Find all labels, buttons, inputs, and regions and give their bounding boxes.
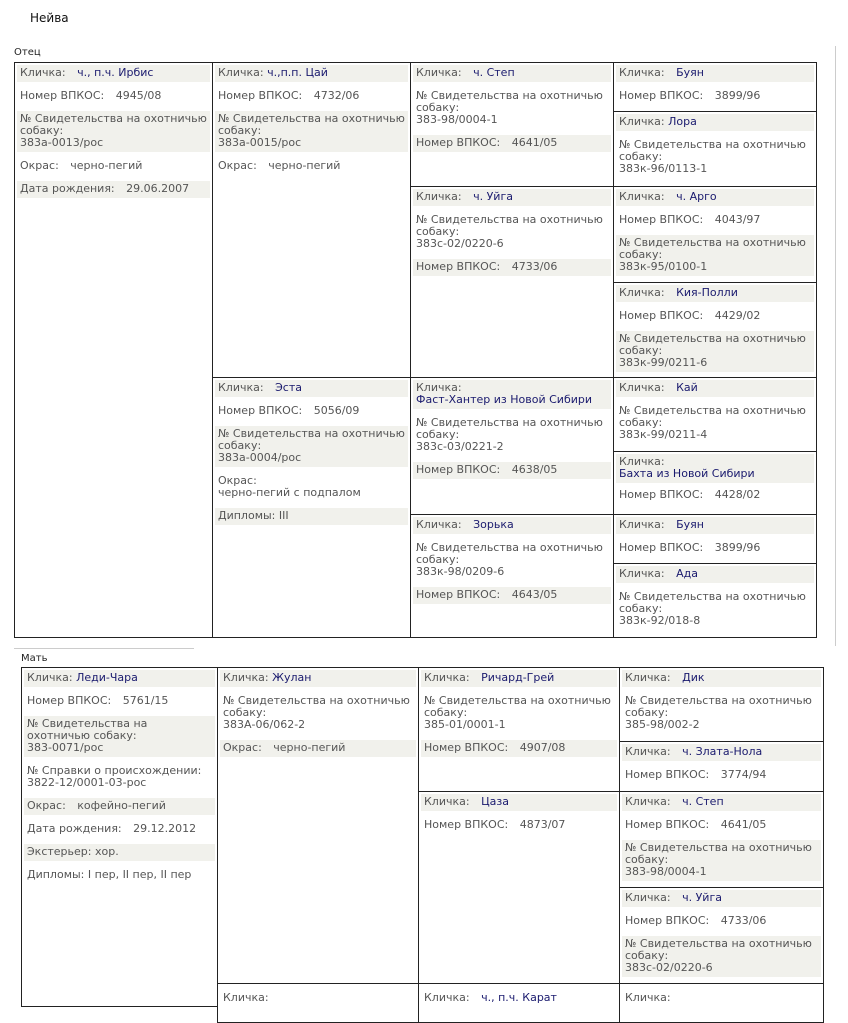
- dog-name[interactable]: Ада: [676, 567, 698, 580]
- dog-name-title: Нейва: [30, 11, 69, 25]
- dog-name[interactable]: ч.,п.п. Цай: [267, 66, 328, 79]
- pedigree-cell-f-sire: Кличка: ч.,п.п. Цай Номер ВПКОС: 4732/06 № Свидетельства на охотничью собаку: 383а-0015/рос Окрас: черно-пегий: [212, 62, 411, 378]
- father-section-label: Отец: [14, 47, 41, 58]
- pedigree-cell-f-sdd: Кличка: Кия-Полли Номер ВПКОС: 4429/02 № Свидетельства на охотничью собаку: 383к-99/0211-6: [613, 282, 817, 378]
- pedigree-cell-f-dsd: Кличка: Бахта из Новой Сибири Номер ВПКОС: 4428/02: [613, 451, 817, 515]
- dog-name[interactable]: Ричард-Грей: [481, 671, 555, 684]
- pedigree-cell-f-ds: Кличка: Фаст-Хантер из Новой Сибири № Свидетельства на охотничью собаку: 383с-03/0221-2 Номер ВПКОС: 4638/05: [410, 377, 614, 515]
- pedigree-cell-m-sd: Кличка: Цаза Номер ВПКОС: 4873/07: [418, 791, 620, 984]
- pedigree-cell-m-ds: Кличка: ч., п.ч. Карат: [418, 983, 620, 1023]
- dog-name[interactable]: ч. Злата-Нола: [682, 745, 763, 758]
- dog-name[interactable]: ч. Степ: [473, 66, 515, 79]
- dog-name[interactable]: ч. Арго: [676, 190, 717, 203]
- pedigree-cell-m-sds: Кличка: ч. Степ Номер ВПКОС: 4641/05 № Свидетельства на охотничью собаку: 383-98/0004-1: [619, 791, 824, 888]
- pedigree-cell-m-sire: Кличка: Жулан № Свидетельства на охотничью собаку: 383А-06/062-2 Окрас: черно-пегий: [217, 667, 419, 984]
- pedigree-cell-f-dss: Кличка: Кай № Свидетельства на охотничью собаку: 383к-99/0211-4: [613, 377, 817, 452]
- pedigree-cell-f-sss: Кличка: Буян Номер ВПКОС: 3899/96: [613, 62, 817, 112]
- pedigree-cell-mother: Кличка: Леди-Чара Номер ВПКОС: 5761/15 № Свидетельства на охотничью собаку: 383-0071/рос № Справки о происхождении: 3822-12/0001-03-рос Окрас: кофейно-пегий Дата рождения: 29.12.2012 Экстерьер: хор. Дипломы: I пер, II пер, II пер: [21, 667, 218, 1007]
- dog-name[interactable]: Фаст-Хантер из Новой Сибири: [416, 393, 593, 406]
- dog-name[interactable]: Зорька: [473, 518, 514, 531]
- dog-name[interactable]: Буян: [676, 66, 704, 79]
- dog-name[interactable]: ч. Уйга: [682, 891, 722, 904]
- pedigree-cell-f-dam: Кличка: Эста Номер ВПКОС: 5056/09 № Свидетельства на охотничью собаку: 383а-0004/рос Окрас: черно-пегий с подпалом Дипломы: III: [212, 377, 411, 638]
- pedigree-cell-m-dss: Кличка:: [619, 983, 824, 1023]
- dog-name[interactable]: Эста: [275, 381, 302, 394]
- pedigree-cell-m-sdd: Кличка: ч. Уйга Номер ВПКОС: 4733/06 № Свидетельства на охотничью собаку: 383с-02/0220-6: [619, 887, 824, 984]
- mother-section-label: Мать: [21, 653, 48, 664]
- pedigree-cell-m-ssd: Кличка: ч. Злата-Нола Номер ВПКОС: 3774/94: [619, 741, 824, 792]
- dog-name[interactable]: Бахта из Новой Сибири: [619, 467, 755, 480]
- section-divider: [14, 648, 194, 649]
- pedigree-cell-f-dd: Кличка: Зорька № Свидетельства на охотничью собаку: 383к-98/0209-6 Номер ВПКОС: 4643/05: [410, 514, 614, 638]
- dog-name[interactable]: Лора: [668, 115, 697, 128]
- pedigree-cell-f-sd: Кличка: ч. Уйга № Свидетельства на охотничью собаку: 383с-02/0220-6 Номер ВПКОС: 4733/06: [410, 186, 614, 378]
- pedigree-cell-m-ss: Кличка: Ричард-Грей № Свидетельства на охотничью собаку: 385-01/0001-1 Номер ВПКОС: 4907/08: [418, 667, 620, 792]
- dog-name[interactable]: Жулан: [272, 671, 312, 684]
- pedigree-cell-f-sds: Кличка: ч. Арго Номер ВПКОС: 4043/97 № Свидетельства на охотничью собаку: 383к-95/0100-1: [613, 186, 817, 283]
- dog-name[interactable]: Дик: [682, 671, 705, 684]
- dog-name[interactable]: ч. Уйга: [473, 190, 513, 203]
- dog-name[interactable]: ч., п.ч. Карат: [481, 991, 557, 1004]
- pedigree-cell-m-dam: Кличка:: [217, 983, 419, 1023]
- pedigree-cell-f-ssd: Кличка: Лора № Свидетельства на охотничью собаку: 383к-96/0113-1: [613, 111, 817, 187]
- dog-name[interactable]: Цаза: [481, 795, 509, 808]
- dog-name[interactable]: ч., п.ч. Ирбис: [77, 66, 154, 79]
- dog-name[interactable]: ч. Степ: [682, 795, 724, 808]
- pedigree-cell-f-ddd: Кличка: Ада № Свидетельства на охотничью собаку: 383к-92/018-8: [613, 563, 817, 638]
- dog-name[interactable]: Леди-Чара: [76, 671, 138, 684]
- dog-name[interactable]: Кай: [676, 381, 698, 394]
- pedigree-cell-father: Кличка: ч., п.ч. Ирбис Номер ВПКОС: 4945/08 № Свидетельства на охотничью собаку: 383а-0013/рос Окрас: черно-пегий Дата рождения: 29.06.2007: [14, 62, 213, 638]
- dog-name[interactable]: Буян: [676, 518, 704, 531]
- pedigree-cell-f-ss: Кличка: ч. Степ № Свидетельства на охотничью собаку: 383-98/0004-1 Номер ВПКОС: 4641/05: [410, 62, 614, 187]
- pedigree-cell-m-sss: Кличка: Дик № Свидетельства на охотничью собаку: 385-98/002-2: [619, 667, 824, 742]
- dog-name[interactable]: Кия-Полли: [676, 286, 738, 299]
- pedigree-cell-f-dds: Кличка: Буян Номер ВПКОС: 3899/96: [613, 514, 817, 564]
- right-divider: [835, 46, 836, 646]
